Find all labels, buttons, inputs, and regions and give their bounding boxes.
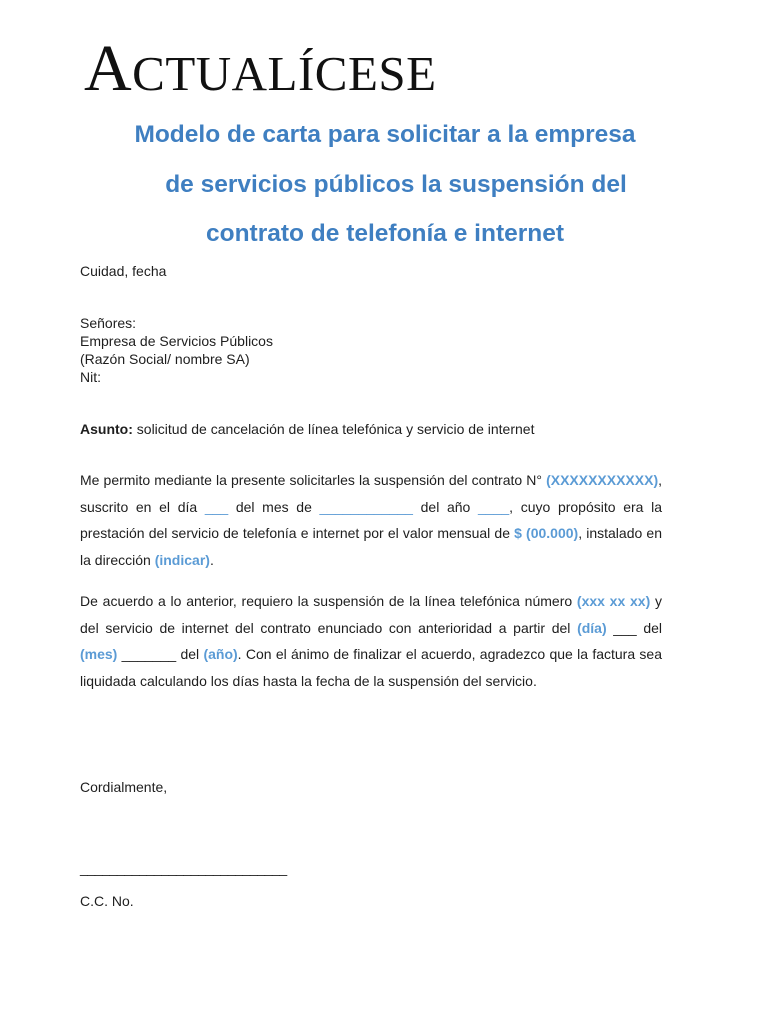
subject-line <box>80 421 662 437</box>
p2-text-4: _______ del <box>117 646 204 662</box>
year-placeholder: (año) <box>203 646 238 662</box>
day-placeholder: (día) <box>577 619 607 636</box>
paragraph-1 <box>80 467 662 573</box>
blank-day: ___ <box>204 498 229 515</box>
recipient-nit: Nit: <box>80 369 101 385</box>
id-label: C.C. No. <box>80 893 134 909</box>
p1-text-3: del mes de <box>228 498 320 515</box>
p1-text-4: del año <box>412 498 478 515</box>
title-line-3: contrato de telefonía e internet <box>205 220 565 247</box>
p1-text-1: Me permito mediante la presente solicitarles la suspensión del contrato N° <box>80 472 547 488</box>
monthly-amount: $ (00.000) <box>514 525 579 541</box>
recipient-salutation: Señores: <box>80 315 137 331</box>
logo-rest: CTUALÍCESE <box>132 46 437 101</box>
brand-logo <box>84 32 437 105</box>
address-placeholder: (indicar) <box>154 551 210 568</box>
p2-text-2: y del servicio de internet del contrato enunciado con anterioridad a partir del <box>80 593 663 636</box>
p1-text-7: . <box>209 551 214 568</box>
contract-number: (XXXXXXXXXXX) <box>546 472 659 488</box>
month-placeholder: (mes) <box>80 646 118 662</box>
p2-text-5: . Con el ánimo de finalizar el acuerdo, agradezco que la factura sea liquidada calculando los días hasta la fecha de la suspensión del servicio. <box>80 646 662 689</box>
place-date: Cuidad, fecha <box>80 263 167 279</box>
p1-text-6: , instalado en la dirección <box>80 525 662 568</box>
title-line-2: de servicios públicos la suspensión del <box>165 170 627 198</box>
signature-line: ____________________________ <box>80 860 287 876</box>
closing: Cordialmente, <box>80 779 168 795</box>
p2-text-1: De acuerdo a lo anterior, requiero la suspensión de la línea telefónica número <box>80 593 577 609</box>
blank-month: ____________ <box>319 498 413 515</box>
logo-initial: A <box>84 32 133 105</box>
paragraph-2 <box>80 588 662 694</box>
p1-text-2: , suscrito en el día <box>80 472 662 515</box>
recipient-legal-name: (Razón Social/ nombre SA) <box>80 351 250 367</box>
p1-text-5: , cuyo propósito era la prestación del servicio de telefonía e internet por el valor mensual de <box>80 498 662 541</box>
blank-year: ____ <box>478 498 510 515</box>
subject-label: Asunto: <box>80 421 133 437</box>
p2-text-3: ___ del <box>606 619 662 636</box>
recipient-company: Empresa de Servicios Públicos <box>80 333 273 349</box>
subject-text: solicitud de cancelación de línea telefónica y servicio de internet <box>132 421 535 437</box>
recipient-block <box>80 314 662 386</box>
document-title <box>60 110 710 259</box>
title-line-1: Modelo de carta para solicitar a la empresa <box>134 121 636 148</box>
phone-number: (xxx xx xx) <box>576 593 651 609</box>
